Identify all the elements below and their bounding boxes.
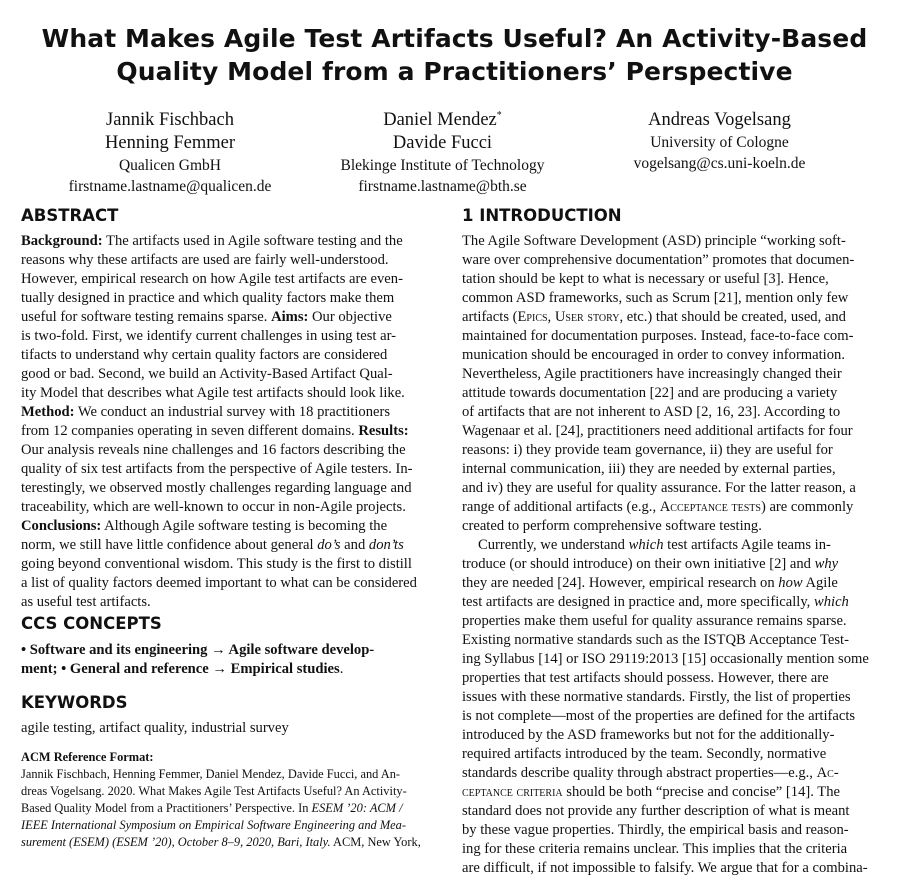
intro-line: of artifacts that are not inherent to ASD [2, 16, 23]. According to [462, 404, 841, 420]
ccs-heading: CCS CONCEPTS [21, 614, 162, 633]
abstract-line: terestingly, we observed mostly challenges regarding language and [21, 480, 412, 496]
intro-line: issues with these normative standards. Firstly, the list of properties [462, 689, 851, 705]
intro-line: they are needed [24]. However, empirical research on how Agile [462, 575, 838, 591]
intro-line: troduce (or should introduce) on their own initiative [2] and why [462, 556, 839, 572]
intro-line: ware over comprehensive documentation” promotes that documen- [462, 252, 855, 268]
intro-line: Wagenaar et al. [24], practitioners need additional artifacts for four [462, 423, 853, 439]
acm-reference-line: surement (ESEM) (ESEM ’20), October 8–9, 2020, Bari, Italy. ACM, New York, [21, 835, 421, 849]
abstract-line: good or bad. Second, we build an Activity-Based Artifact Qual- [21, 366, 393, 382]
abstract-line: However, empirical research on how Agile test artifacts are even- [21, 271, 403, 287]
intro-line: is not complete—most of the properties are defined for the artifacts [462, 708, 856, 724]
acm-reference-line: dreas Vogelsang. 2020. What Makes Agile Test Artifacts Useful? An Activity- [21, 784, 407, 798]
abstract-line: ity Model that describes what Agile test artifacts should look like. [21, 385, 405, 401]
intro-line: properties make them useful for quality assurance remains sparse. [462, 613, 847, 629]
abstract-line: tually designed in practice and which quality factors make them [21, 290, 395, 306]
intro-line: artifacts (Epics, User story, etc.) that should be created, used, and [462, 309, 846, 325]
title-line: What Makes Agile Test Artifacts Useful? An Activity-Based [41, 24, 868, 53]
intro-line: ing Syllabus [14] or ISO 29119:2013 [15] occasionally mention some [462, 651, 869, 667]
intro-line: tation should be kept to what is necessary or useful [3]. Hence, [462, 271, 829, 287]
intro-line: standard does not provide any further description of what is meant [462, 803, 850, 819]
author-name: Andreas Vogelsang [648, 110, 791, 130]
intro-line: properties that test artifacts should possess. However, there are [462, 670, 829, 686]
intro-line: Existing normative standards such as the ISTQB Acceptance Test- [462, 632, 849, 648]
author-block [315, 109, 570, 197]
intro-line: introduced by the ASD frameworks but not for the additionally- [462, 727, 835, 743]
intro-line: ceptance criteria should be both “precise and concise” [14]. The [462, 784, 840, 800]
intro-line: created to perform comprehensive software testing. [462, 518, 762, 534]
keywords-heading: KEYWORDS [21, 693, 128, 712]
abstract-line: Method: We conduct an industrial survey with 18 practitioners [21, 404, 391, 420]
intro-line: maintained for documentation purposes. Instead, face-to-face com- [462, 328, 854, 344]
intro-line: munication should be encouraged in order to convey information. [462, 347, 845, 363]
ccs-line: • Software and its engineering → Agile software develop- [21, 642, 375, 658]
intro-line: range of additional artifacts (e.g., Acceptance tests) are commonly [462, 499, 854, 515]
author-block [40, 109, 300, 197]
abstract-line: traceability, which are well-known to occur in non-Agile projects. [21, 499, 406, 515]
acm-reference-heading: ACM Reference Format: [21, 750, 154, 764]
intro-line: test artifacts are designed in practice and, more specifically, which [462, 594, 849, 610]
intro-line: by these vague properties. Thirdly, the empirical basis and reason- [462, 822, 849, 838]
author-block [592, 109, 847, 174]
author-footnote-mark: * [496, 109, 502, 121]
intro-line: internal communication, iii) they are needed by external parties, [462, 461, 836, 477]
author-name: Davide Fucci [392, 133, 493, 153]
introduction-heading: 1 INTRODUCTION [462, 206, 622, 225]
abstract-line: from 12 companies operating in seven different domains. Results: [21, 423, 409, 439]
keywords-text: agile testing, artifact quality, industrial survey [21, 720, 289, 736]
abstract-line: a list of quality factors deemed important to what can be considered [21, 575, 417, 591]
abstract-line: is two-fold. First, we identify current challenges in using test ar- [21, 328, 397, 344]
intro-line: The Agile Software Development (ASD) principle “working soft- [462, 233, 846, 249]
abstract-line: tifacts to understand why certain quality factors are considered [21, 347, 388, 363]
author-email: firstname.lastname@qualicen.de [68, 178, 272, 195]
author-affiliation: Qualicen GmbH [118, 157, 221, 174]
abstract-line: norm, we still have little confidence about general do’s and don’ts [21, 537, 404, 553]
intro-line: and iv) they are useful for quality assurance. For the latter reason, a [462, 480, 856, 496]
abstract-line: Our analysis reveals nine challenges and 16 factors describing the [21, 442, 406, 458]
intro-line: required artifacts introduced by the team. Secondly, normative [462, 746, 827, 762]
intro-line: standards describe quality through abstract properties—e.g., Ac- [462, 765, 839, 781]
author-name: Jannik Fischbach [106, 110, 234, 130]
acm-reference-line: Based Quality Model from a Practitioners’ Perspective. In ESEM ’20: ACM / [21, 801, 403, 815]
title-line: Quality Model from a Practitioners’ Perspective [116, 57, 793, 86]
author-email: vogelsang@cs.uni-koeln.de [633, 155, 806, 172]
abstract-line: reasons why these artifacts are used are fairly well-understood. [21, 252, 389, 268]
intro-line: attitude towards documentation [22] and are producing a variety [462, 385, 838, 401]
abstract-line: quality of six test artifacts from the perspective of Agile testers. In- [21, 461, 413, 477]
intro-line: Currently, we understand which test artifacts Agile teams in- [478, 537, 831, 553]
author-email: firstname.lastname@bth.se [358, 178, 527, 195]
abstract-line: going beyond conventional wisdom. This study is the first to distill [21, 556, 412, 572]
intro-line: ing for these criteria remains unclear. This implies that the criteria [462, 841, 848, 857]
ccs-line: ment; • General and reference → Empirical studies. [21, 661, 344, 677]
acm-reference-line: Jannik Fischbach, Henning Femmer, Daniel Mendez, Davide Fucci, and An- [21, 767, 401, 781]
intro-line: reasons: i) they provide team governance, ii) they are useful for [462, 442, 833, 458]
author-name: Daniel Mendez [383, 110, 497, 130]
abstract-line: as useful test artifacts. [21, 594, 151, 610]
abstract-line: Conclusions: Although Agile software testing is becoming the [21, 518, 388, 534]
author-affiliation: University of Cologne [650, 134, 789, 151]
intro-line: common ASD frameworks, such as Scrum [21], mention only few [462, 290, 849, 306]
acm-reference-line: IEEE International Symposium on Empirical Software Engineering and Mea- [21, 818, 406, 832]
author-affiliation: Blekinge Institute of Technology [340, 157, 545, 174]
paper-title [20, 22, 889, 88]
intro-line: Nevertheless, Agile practitioners have increasingly changed their [462, 366, 842, 382]
author-name: Henning Femmer [105, 133, 235, 153]
abstract-line: useful for software testing remains sparse. Aims: Our objective [21, 309, 392, 325]
intro-line: are difficult, if not impossible to falsify. We argue that for a combina- [462, 860, 868, 876]
abstract-heading: ABSTRACT [21, 206, 119, 225]
abstract-line: Background: The artifacts used in Agile software testing and the [21, 233, 403, 249]
